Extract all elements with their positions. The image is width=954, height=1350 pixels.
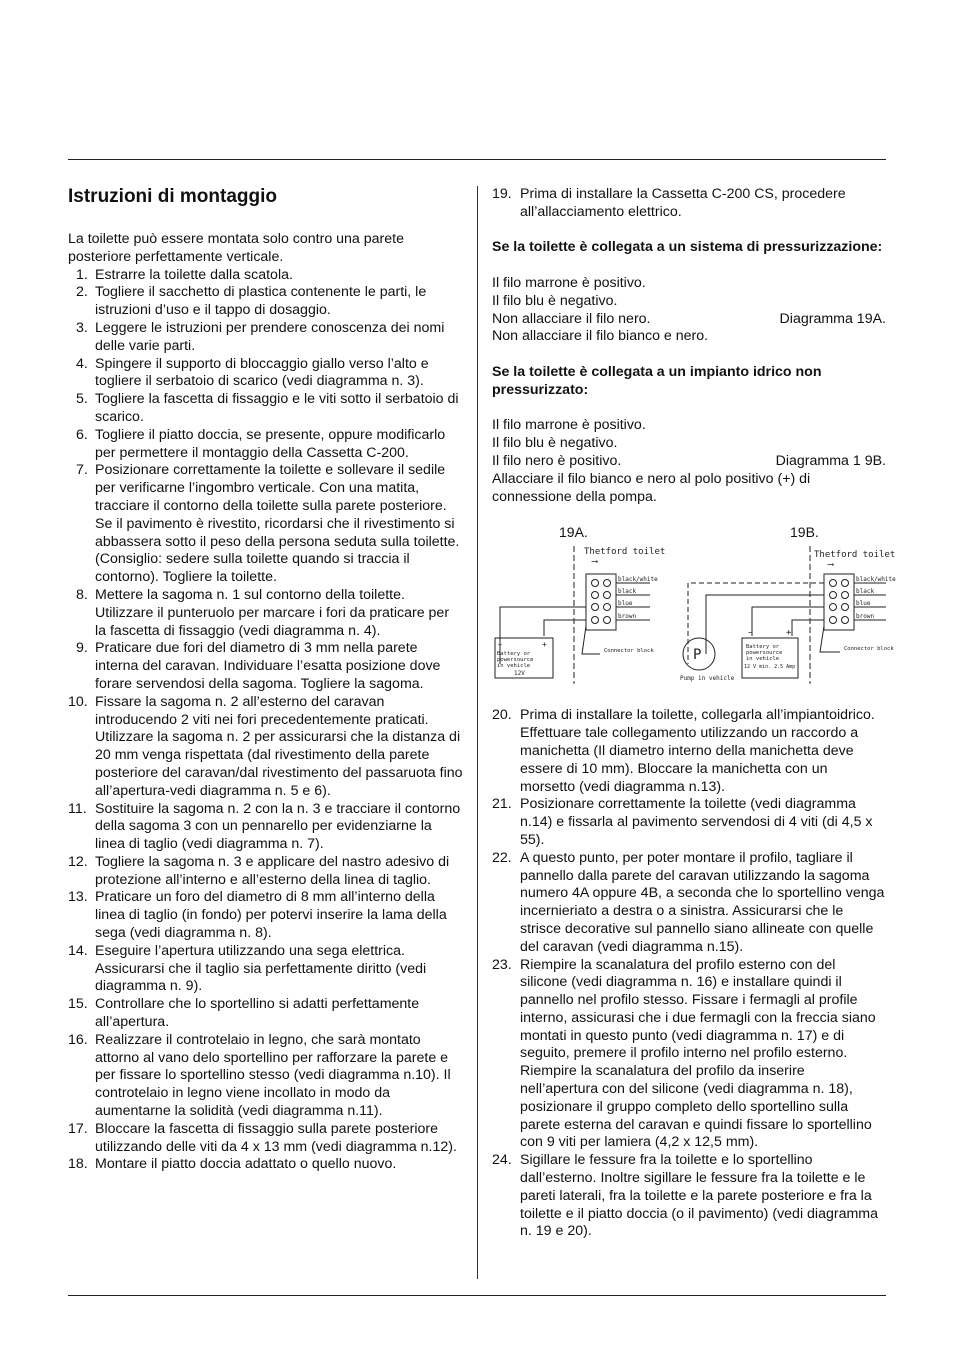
right-column: [492, 186, 896, 1241]
step-number: 6.: [76, 426, 88, 443]
assembly-steps-list-continued: [492, 707, 886, 1241]
step-text: Controllare che lo sportellino si adatti perfettamente all’apertura.: [95, 996, 420, 1031]
intro-paragraph: La toilette può essere montata solo contro una parete posteriore perfettamente verticale.: [68, 231, 404, 265]
step-number: 5.: [76, 391, 88, 408]
step-text: Mettere la sagoma n. 1 sul contorno della toilette. Utilizzare il punteruolo per marcare i fori da praticare per la fascetta di fissaggio (vedi diagramma n. 4).: [95, 586, 450, 639]
nonpressurized-line-2: Il filo blu è negativo.: [492, 435, 618, 452]
step-text: Posizionare correttamente la toilette e sollevare il sedile per verificarne l’ingombro verticale. Con una matita, tracciare il contorno della toilette sulla parete posteriore. Se il pavimento è rivestito, ricordarsi che il rivestimento si abbassera sotto il peso della persona seduta sulla toilette. (Consiglio: sedere sulla toilette quando si traccia il contorno). Togliere la toilette.: [95, 462, 460, 586]
step-text: Praticare un foro del diametro di 8 mm all’interno della linea di taglio (in fondo) per potervi inserire la lama della sega (vedi diagramma n. 8).: [95, 889, 447, 942]
step-number: 8.: [76, 586, 88, 603]
diagram-19a-wire-brown: brown: [618, 613, 637, 621]
step-number: 17.: [68, 1120, 88, 1137]
list-item: [68, 943, 464, 996]
diagram-19a-wire-bw: black/white: [618, 576, 658, 584]
diagram-19a-wire-black: black: [618, 588, 637, 596]
diagram-19a-battery-1: Battery or: [497, 651, 531, 658]
pressurized-line-3: [492, 311, 886, 329]
nonpressurized-line-3-text: Il filo nero è positivo.: [492, 452, 622, 469]
diagram-19b-minus: −: [748, 628, 753, 638]
step-text: Bloccare la fascetta di fissaggio sulla parete posteriore utilizzando delle viti da 4 x 13 mm (vedi diagramma n.12).: [95, 1120, 457, 1155]
nonpressurized-heading: Se la toilette è collegata a un impianto idrico non pressurizzato:: [492, 363, 822, 398]
step-text: Prima di installare la Cassetta C-200 CS, procedere all’allacciamento elettrico.: [520, 186, 846, 220]
step-number: 1.: [76, 266, 88, 283]
list-item: [68, 1032, 464, 1121]
diagram-19b-battery-3: in vehicle: [746, 656, 780, 663]
list-item: [68, 427, 464, 463]
step-text: Eseguire l’apertura utilizzando una sega elettrica. Assicurarsi che il taglio sia perfettamente diritto (vedi diagramma n. 9).: [95, 942, 427, 995]
step-text: Spingere il supporto di bloccaggio giallo verso l’alto e togliere il serbatoio di scarico (vedi diagramma n. 3).: [95, 355, 429, 390]
nonpressurized-line-1: Il filo marrone è positivo.: [492, 417, 646, 434]
assembly-steps-list: [68, 267, 464, 1175]
step-text: A questo punto, per poter montare il profilo, tagliare il pannello dalla parete del caravan utilizzando la sagoma numero 4A oppure 4B, a seconda che lo sportellino venga incernieriato a destra o a sinistra. Assicurarsi che le strisce decorative sul pannello siano allineate con quelle del caravan (vedi diagramma n.15).: [520, 849, 885, 955]
step-number: 19.: [492, 186, 512, 202]
step-number: 23.: [492, 956, 512, 973]
diagram-ref-19a: Diagramma 19A.: [779, 310, 886, 327]
step-text: Leggere le istruzioni per prendere conoscenza dei nomi delle varie parti.: [95, 319, 445, 354]
list-item: [68, 587, 464, 640]
step-number: 7.: [76, 462, 88, 479]
diagram-19a-connector: Connector block: [604, 648, 654, 655]
pressurized-line-1: Il filo marrone è positivo.: [492, 274, 646, 291]
list-item: [68, 889, 464, 942]
list-item: [68, 320, 464, 356]
diagram-19a-battery-2: powersource: [497, 657, 534, 664]
diagram-19b-battery-2: powersource: [746, 650, 783, 657]
diagram-19b-wire-blue: blue: [856, 600, 871, 608]
step-text: Praticare due fori del diametro di 3 mm nella parete interna del caravan. Individuare l’esatta posizione dove forare servendosi della sagoma. Togliere la sagoma.: [95, 640, 441, 692]
step-number: 16.: [68, 1031, 88, 1048]
diagram-19b-arrow: ⟶: [828, 560, 834, 571]
list-item: [492, 1152, 886, 1241]
step-text: Togliere il sacchetto di plastica contenente le parti, le istruzioni d’uso e il tappo di dosaggio.: [95, 284, 427, 319]
pressurized-line-2: Il filo blu è negativo.: [492, 292, 618, 309]
list-item: [492, 796, 886, 849]
diagram-19a-arrow: ⟶: [592, 557, 598, 568]
wiring-diagrams: [492, 524, 896, 689]
step-number: 3.: [76, 319, 88, 336]
list-item: [68, 854, 464, 890]
step-number: 24.: [492, 1152, 512, 1169]
left-column: [68, 185, 464, 1174]
step-19-list: [492, 186, 886, 222]
diagram-19b-wire-black: black: [856, 588, 875, 596]
step-text: Togliere il piatto doccia, se presente, oppure modificarlo per permettere il montaggio della Cassetta C-200.: [95, 426, 446, 461]
list-item: [68, 1121, 464, 1157]
diagram-19b-battery-1: Battery or: [746, 644, 780, 651]
diagram-19a-battery-4: 12V: [514, 670, 525, 678]
bottom-rule: [68, 1295, 886, 1296]
list-item: [68, 640, 464, 693]
list-item: [68, 356, 464, 392]
step-text: Fissare la sagoma n. 2 all’esterno del caravan introducendo 2 viti nei fori precedentemente praticati. Utilizzare la sagoma n. 2 per assicurarsi che la distanza di 20 mm venga rispettata (dal rivestimento della parete posteriore del caravan/dal rivestimento del passaruota fino all’apertura-vedi diagramma n. 5 e 6).: [95, 693, 463, 799]
step-text: Montare il piatto doccia adattato o quello nuovo.: [95, 1156, 397, 1173]
list-item: [68, 801, 464, 854]
nonpressurized-line-3: [492, 453, 886, 471]
list-item: [492, 707, 886, 796]
wiring-diagram-svg: [492, 544, 896, 684]
column-divider: [477, 186, 478, 1279]
step-number: 20.: [492, 707, 512, 724]
nonpressurized-line-4: Allacciare il filo bianco e nero al polo positivo (+) di connessione della pompa.: [492, 470, 811, 505]
list-item: [492, 850, 886, 957]
step-number: 18.: [68, 1156, 88, 1173]
diagram-19b-connector: Connector block: [844, 646, 894, 653]
pressurized-line-4: Non allacciare il filo bianco e nero.: [492, 328, 709, 345]
step-number: 13.: [68, 889, 88, 906]
step-number: 15.: [68, 996, 88, 1013]
step-number: 2.: [76, 284, 88, 301]
list-item: [68, 1156, 464, 1174]
diagram-19b-wire-brown: brown: [856, 613, 875, 621]
list-item: [492, 186, 886, 222]
step-number: 10.: [68, 693, 88, 710]
step-text: Estrarre la toilette dalla scatola.: [95, 266, 293, 283]
diagram-19b-label: 19B.: [790, 524, 819, 541]
diagram-19b-pump-label: Pump in vehicle: [680, 675, 735, 683]
diagram-19b-battery-4: 12 V min. 2.5 Amp: [744, 664, 796, 671]
diagram-19a-minus: −: [498, 641, 503, 650]
diagram-19a-label: 19A.: [559, 524, 588, 541]
diagram-19b-plus: +: [786, 628, 792, 639]
diagram-19b-pump-letter: P: [693, 647, 702, 664]
list-item: [68, 694, 464, 801]
step-number: 14.: [68, 942, 88, 959]
list-item: [68, 996, 464, 1032]
list-item: [492, 957, 886, 1153]
diagram-19b-wire-bw: black/white: [856, 576, 896, 584]
list-item: [68, 267, 464, 285]
step-number: 4.: [76, 355, 88, 372]
list-item: [68, 462, 464, 587]
step-number: 12.: [68, 853, 88, 870]
pressurized-heading: Se la toilette è collegata a un sistema di pressurizzazione:: [492, 239, 883, 256]
diagram-ref-19b: Diagramma 1 9B.: [775, 452, 886, 469]
step-text: Prima di installare la toilette, collegarla all’impiantoidrico. Effettuare tale collegamento utilizzando un raccordo a manichetta (Il diametro interno della manichetta deve essere di 10 mm). Bloccare la manichetta con un morsetto (vedi diagramma n.13).: [520, 707, 875, 795]
step-number: 22.: [492, 849, 512, 866]
diagram-19a-toilet-label: Thetford toilet: [584, 547, 666, 558]
step-number: 9.: [76, 640, 88, 657]
step-number: 11.: [68, 800, 87, 817]
step-text: Togliere la fascetta di fissaggio e le viti sotto il serbatoio di scarico.: [95, 391, 459, 425]
page-title: Istruzioni di montaggio: [68, 186, 277, 207]
step-text: Sostituire la sagoma n. 2 con la n. 3 e tracciare il contorno della sagoma 3 con un pennarello per evidenziarne la linea di taglio (vedi diagramma n. 7).: [95, 800, 461, 853]
diagram-19a-battery-3: in vehicle: [497, 663, 531, 670]
step-number: 21.: [492, 796, 512, 813]
diagram-19a-plus: +: [542, 640, 547, 650]
step-text: Realizzare il controtelaio in legno, che sarà montato attorno al vano delo sportellino per rafforzare la parete e per fissare lo sportellino stesso (vedi diagramma n.10). Il controtelaio in legno viene incollato in modo da aumentarne la solidità (vedi diagramma n.11).: [95, 1031, 451, 1120]
step-text: Riempire la scanalatura del profilo esterno con del silicone (vedi diagramma n. 16) e installare quindi il pannello nel profilo stesso. Fissare i fermagli al profile interno, assicurasi che i due fermagli con la freccia siano montati in questo punto (vedi diagramma n. 17) e di seguito, premere il profilo interno nel profilo esterno. Riempire la scanalatura del profilo da inserire nell’apertura con del silicone (vedi diagramma n. 18), posizionare il gruppo completo dello sportellino sulla parete esterna del caravan e quindi fissare lo sportellino con 9 viti per lamiera (4,2 x 12,5 mm).: [520, 956, 876, 1151]
pressurized-line-3-text: Non allacciare il filo nero.: [492, 310, 651, 327]
step-text: Posizionare correttamente la toilette (vedi diagramma n.14) e fissarla al pavimento servendosi di 4 viti (di 4,5 x 55).: [520, 796, 873, 848]
diagram-19b-toilet-label: Thetford toilet: [814, 550, 896, 561]
list-item: [68, 284, 464, 320]
step-text: Sigillare le fessure fra la toilette e lo sportellino dall’esterno. Inoltre sigillare le fessure fra la toilette e le pareti laterali, fra la toilette e la parete posteriore e fra la toilette e il piatto doccia (o il pavimento) (vedi diagramma n. 19 e 20).: [520, 1152, 879, 1240]
diagram-19a-wire-blue: blue: [618, 600, 633, 608]
step-text: Togliere la sagoma n. 3 e applicare del nastro adesivo di protezione all’interno e all’esterno della linea di taglio.: [95, 853, 450, 888]
top-rule: [68, 159, 886, 160]
list-item: [68, 391, 464, 427]
